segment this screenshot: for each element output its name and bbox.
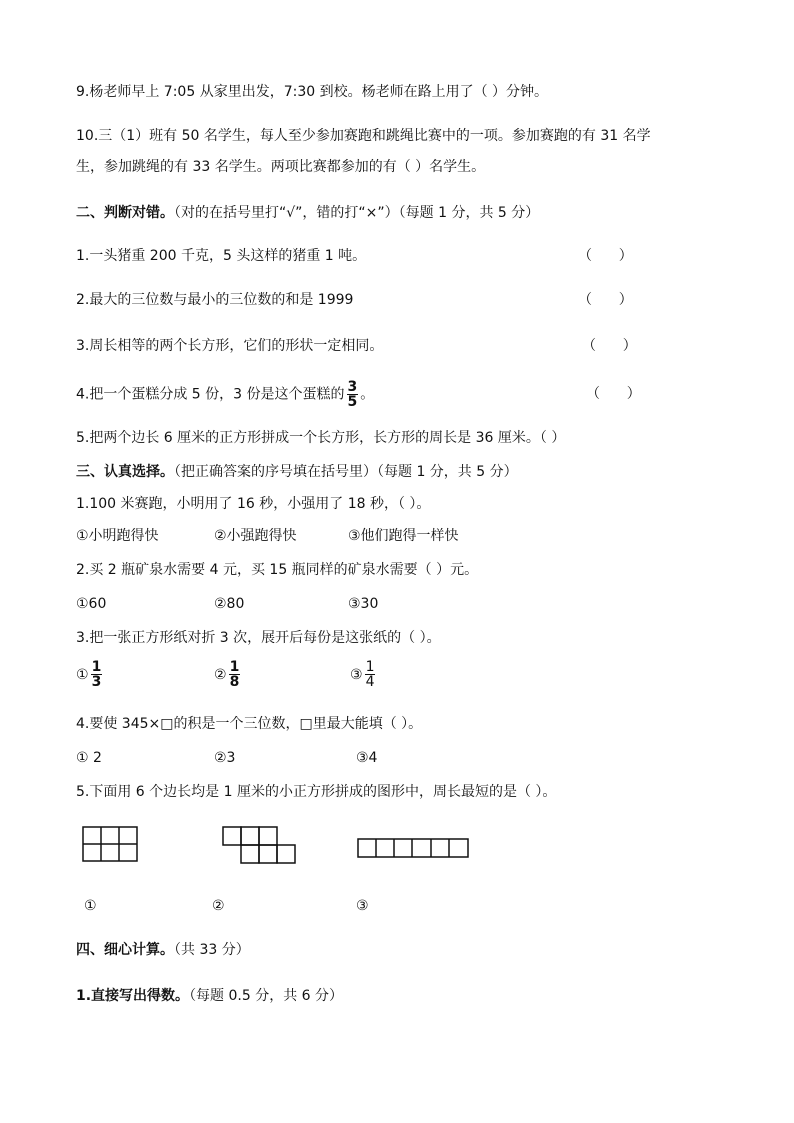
choice-q1-option-2[interactable]: ②小强跑得快 — [214, 528, 297, 544]
choice-q5: 5.下面用 6 个边长均是 1 厘米的小正方形拼成的图形中，周长最短的是（ ）。 — [76, 784, 557, 800]
fraction-numerator: 1 — [365, 659, 375, 675]
section-3-header — [76, 462, 518, 482]
fraction-denominator: 4 — [365, 674, 375, 690]
judge-answer-2[interactable]: （ ） — [578, 292, 633, 308]
fraction-denominator: 5 — [347, 394, 358, 410]
question-10-line-1: 10.三（1）班有 50 名学生，每人至少参加赛跑和跳绳比赛中的一项。参加赛跑的有 31 名学 — [76, 128, 651, 144]
choice-q5-option-2[interactable]: ② — [212, 898, 225, 914]
option-marker: ② — [214, 666, 227, 683]
judge-item-4 — [76, 380, 374, 409]
fraction-one-eighth — [229, 660, 241, 689]
choice-q1: 1.100 米赛跑，小明用了 16 秒，小强用了 18 秒，（ ）。 — [76, 496, 431, 512]
section-2-title: 二、判断对错。 — [76, 205, 174, 221]
figure-stepped-shape — [222, 826, 300, 866]
choice-q4-option-1[interactable]: ① 2 — [76, 750, 102, 766]
judge-item-3: 3.周长相等的两个长方形，它们的形状一定相同。 — [76, 338, 384, 354]
judge-item-4-text: 4.把一个蛋糕分成 5 份，3 份是这个蛋糕的 — [76, 386, 345, 403]
fraction-numerator: 1 — [91, 659, 102, 675]
judge-item-1: 1.一头猪重 200 千克，5 头这样的猪重 1 吨。 — [76, 248, 367, 264]
section-2-header — [76, 203, 539, 223]
question-9: 9.杨老师早上 7:05 从家里出发，7:30 到校。杨老师在路上用了（ ）分钟。 — [76, 84, 549, 100]
judge-answer-1[interactable]: （ ） — [578, 248, 633, 264]
subsection-1-title: 1.直接写出得数。 — [76, 988, 190, 1004]
choice-q2: 2.买 2 瓶矿泉水需要 4 元，买 15 瓶同样的矿泉水需要（ ）元。 — [76, 562, 479, 578]
fraction-three-fifths — [347, 380, 359, 409]
option-marker: ① — [76, 666, 89, 683]
judge-answer-3[interactable]: （ ） — [582, 338, 637, 354]
fraction-numerator: 3 — [347, 379, 358, 395]
fraction-one-fourth — [365, 660, 376, 689]
judge-item-4-end: 。 — [360, 386, 375, 403]
judge-item-5: 5.把两个边长 6 厘米的正方形拼成一个长方形，长方形的周长是 36 厘米。（ ） — [76, 430, 566, 446]
choice-q4-option-2[interactable]: ②3 — [214, 750, 236, 766]
fraction-numerator: 1 — [229, 659, 240, 675]
choice-q1-option-3[interactable]: ③他们跑得一样快 — [348, 528, 459, 544]
choice-q5-option-1[interactable]: ① — [84, 898, 97, 914]
figure-1x6-strip — [357, 838, 471, 860]
choice-q2-option-1[interactable]: ①60 — [76, 596, 107, 612]
choice-q3: 3.把一张正方形纸对折 3 次，展开后每份是这张纸的（ ）。 — [76, 630, 441, 646]
section-4-header — [76, 940, 250, 960]
section-3-title: 三、认真选择。 — [76, 464, 174, 480]
section-4-title: 四、细心计算。 — [76, 942, 174, 958]
judge-item-2: 2.最大的三位数与最小的三位数的和是 1999 — [76, 292, 354, 308]
choice-q4: 4.要使 345×□的积是一个三位数，□里最大能填（ ）。 — [76, 716, 423, 732]
choice-q2-option-2[interactable]: ②80 — [214, 596, 245, 612]
choice-q3-option-2[interactable] — [214, 660, 242, 689]
judge-answer-4[interactable]: （ ） — [586, 386, 641, 402]
choice-q1-option-1[interactable]: ①小明跑得快 — [76, 528, 159, 544]
choice-q5-option-3[interactable]: ③ — [356, 898, 369, 914]
subsection-1-note: （每题 0.5 分，共 6 分） — [189, 988, 344, 1004]
figure-2x3-rectangle — [82, 826, 140, 864]
section-4-note: （共 33 分） — [174, 942, 250, 958]
section-4-subsection-1 — [76, 986, 343, 1006]
section-3-note: （把正确答案的序号填在括号里）（每题 1 分，共 5 分） — [174, 464, 518, 480]
section-2-note: （对的在括号里打“√”，错的打“×”）（每题 1 分，共 5 分） — [174, 205, 540, 221]
choice-q2-option-3[interactable]: ③30 — [348, 596, 379, 612]
option-marker: ③ — [350, 666, 363, 683]
fraction-denominator: 8 — [229, 674, 240, 690]
fraction-one-third — [91, 660, 103, 689]
choice-q3-option-1[interactable] — [76, 660, 104, 689]
choice-q4-option-3[interactable]: ③4 — [356, 750, 378, 766]
fraction-denominator: 3 — [91, 674, 102, 690]
question-10-line-2: 生，参加跳绳的有 33 名学生。两项比赛都参加的有（ ）名学生。 — [76, 159, 486, 175]
choice-q3-option-3[interactable] — [350, 660, 377, 689]
